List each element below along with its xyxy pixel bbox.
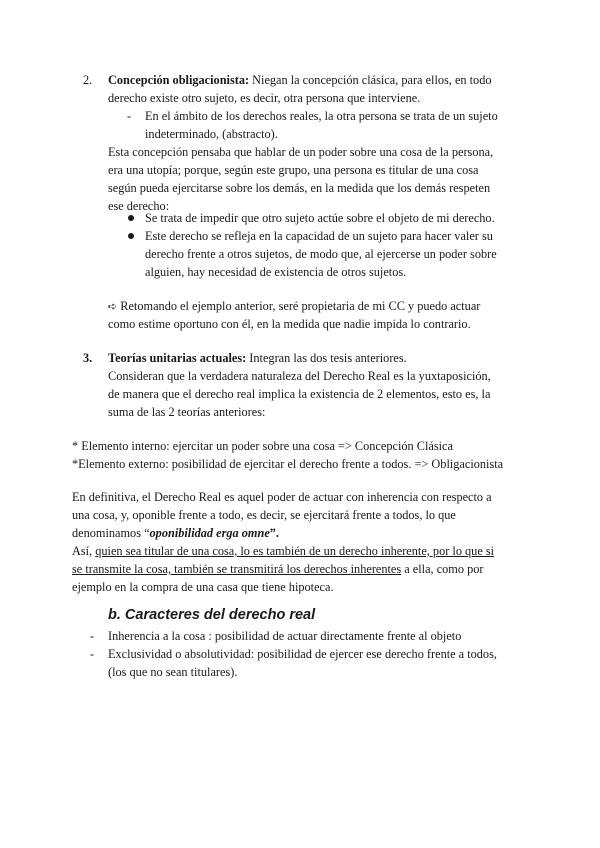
item2-example-line2: como estime oportuno con él, en la medida que nadie impida lo contrario.: [108, 317, 471, 331]
conclusion-line4-pre: Así,: [72, 544, 96, 558]
item-number-3: 3.: [83, 351, 93, 365]
item2-bullet2-line3: alguien, hay necesidad de existencia de otros sujetos.: [145, 265, 407, 279]
conclusion-line3-post: ”.: [269, 526, 280, 540]
item2-dash-line2: indeterminado, (abstracto).: [145, 127, 278, 141]
item3-first-line: [108, 349, 407, 367]
item2-bullet2-line1: Este derecho se refleja en la capacidad de un sujeto para hacer valer su: [145, 229, 493, 243]
section-b-heading: b. Caracteres del derecho real: [108, 607, 316, 623]
bullet-dot-2: [128, 233, 134, 239]
item3-line2: Consideran que la verdadera naturaleza del Derecho Real es la yuxtaposición,: [108, 369, 491, 383]
item3-line3: de manera que el derecho real implica la existencia de 2 elementos, esto es, la: [108, 387, 491, 401]
item2-para-line2: era una utopía; porque, según este grupo, una persona es titular de una cosa: [108, 163, 479, 177]
conclusion-line5-post: a ella, como por: [401, 562, 484, 576]
section-b-item1: Inherencia a la cosa : posibilidad de actuar directamente frente al objeto: [108, 629, 462, 643]
item2-para-line1: Esta concepción pensaba que hablar de un poder sobre una cosa de la persona,: [108, 145, 494, 159]
item2-line2: derecho existe otro sujeto, es decir, otra persona que interviene.: [108, 91, 421, 105]
conclusion-line5: [72, 560, 483, 578]
item2-line1-rest: Niegan la concepción clásica, para ellos, en todo: [249, 73, 492, 87]
conclusion-line1: En definitiva, el Derecho Real es aquel poder de actuar con inherencia con respecto a: [72, 490, 492, 504]
item3-line1-rest: Integran las dos tesis anteriores.: [246, 351, 407, 365]
section-b-item2-line2: (los que no sean titulares).: [108, 665, 238, 679]
item-number-2: 2.: [83, 73, 93, 87]
item2-dash-marker: -: [127, 109, 132, 123]
section-b-dash-1: -: [90, 629, 95, 643]
item2-bullet1: Se trata de impedir que otro sujeto actúe sobre el objeto de mi derecho.: [145, 211, 495, 225]
item2-first-line: [108, 71, 492, 89]
conclusion-line6: ejemplo en la compra de una casa que tiene hipoteca.: [72, 580, 334, 594]
conclusion-line3: [72, 524, 279, 542]
item2-example-text: Retomando el ejemplo anterior, seré propietaria de mi CC y puedo actuar: [117, 299, 481, 313]
element-external: *Elemento externo: posibilidad de ejercitar el derecho frente a todos. => Obligacionista: [72, 457, 504, 471]
item2-title: Concepción obligacionista:: [108, 73, 250, 87]
item3-line4: suma de las 2 teorías anteriores:: [108, 405, 266, 419]
conclusion-line4: [72, 542, 494, 560]
element-internal: * Elemento interno: ejercitar un poder sobre una cosa => Concepción Clásica: [72, 439, 453, 453]
arrow-icon: ➪: [108, 300, 118, 313]
section-b-item2-line1: Exclusividad o absolutividad: posibilidad de ejercer ese derecho frente a todos,: [108, 647, 497, 661]
conclusion-line4-underlined: quien sea titular de una cosa, lo es también de un derecho inherente, por lo que si: [95, 544, 495, 558]
conclusion-line3-pre: denominamos “: [72, 526, 150, 540]
item3-title: Teorías unitarias actuales:: [108, 351, 247, 365]
item2-dash-line1: En el ámbito de los derechos reales, la otra persona se trata de un sujeto: [145, 109, 498, 123]
item2-bullet2-line2: derecho frente a otros sujetos, de modo que, al ejercerse un poder sobre: [145, 247, 497, 261]
conclusion-line2: una cosa, y, oponible frente a todo, es decir, se ejercitará frente a todos, lo que: [72, 508, 456, 522]
conclusion-line5-underlined: se transmite la cosa, también se transmitirá los derechos inherentes: [72, 562, 402, 576]
item2-para-line4: ese derecho:: [108, 199, 170, 213]
item2-example-line1: [108, 297, 480, 316]
item2-para-line3: según pueda ejercitarse sobre los demás, en la medida que los demás respeten: [108, 181, 491, 195]
bullet-dot-1: [128, 215, 134, 221]
erga-omne-term: oponibilidad erga omne: [149, 526, 270, 540]
section-b-dash-2: -: [90, 647, 95, 661]
